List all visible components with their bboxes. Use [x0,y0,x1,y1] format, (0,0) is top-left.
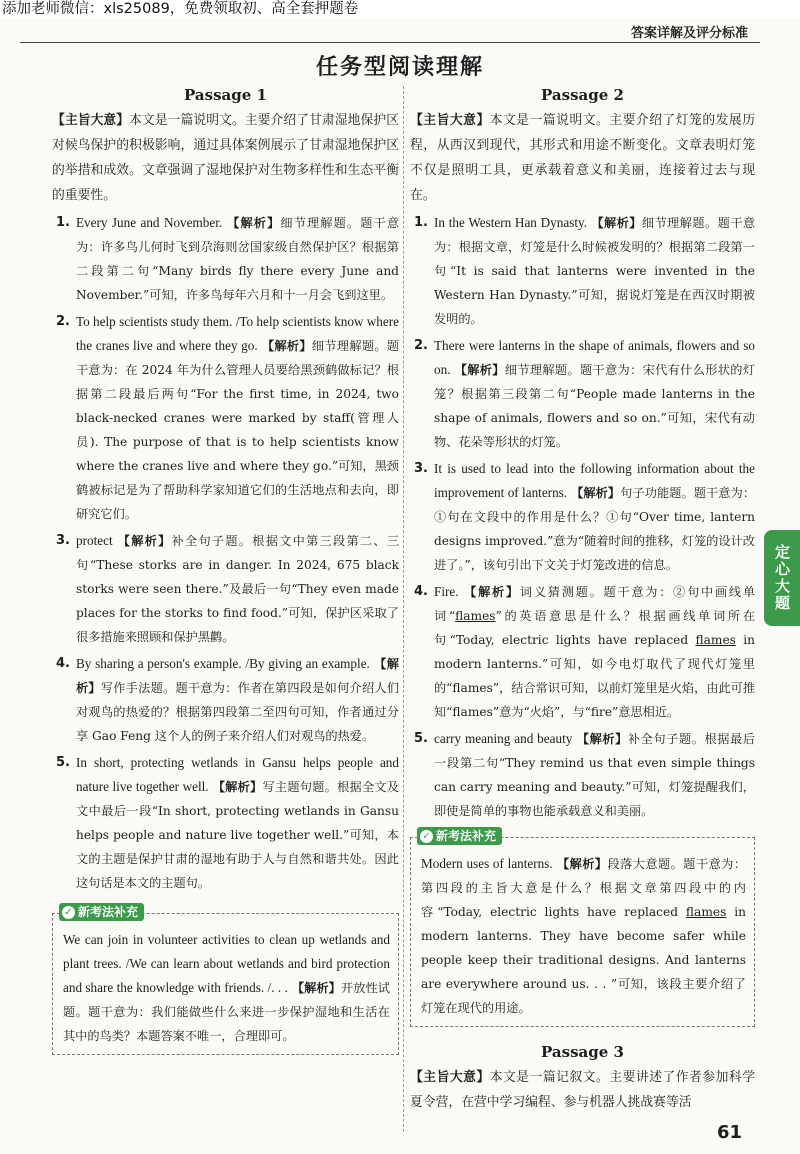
page-number: 61 [716,1122,742,1143]
explain-text: 写主题句题。根据全文及文中最后一段“In short, protecting wetlands in Gansu helps people and nature live together well.”可知，本文的主题是保护甘肃的湿地有助于人与自然和谐共处。因此这句话是本文的主题句。 [76,780,400,890]
question-number: 3. [414,461,428,476]
p2-question-4 [410,580,755,724]
answer-text: protect [76,533,113,548]
question-number: 1. [414,215,428,230]
underlined-word: flames [695,633,736,647]
explain-tag: 【解析】 [117,534,172,548]
explain-text: 细节理解题。题干意为：许多鸟儿何时飞到尕海则岔国家级自然保护区？根据第二段第二句“Many birds fly there every June and November.”可知，许多鸟每年六月和十一月会飞到这里。 [76,216,400,302]
answer-text: carry meaning and beauty [434,731,573,746]
summary-tag: 【主旨大意】 [52,113,130,128]
answer-text: In the Western Han Dynasty. [434,215,588,230]
explain-tag: 【解析】 [454,363,505,377]
question-number: 3. [56,533,70,548]
passage1-heading: Passage 1 [184,86,267,104]
answer-text: We can join in volunteer activities to clean up wetlands and plant trees. /We can learn about wetlands and bird protection and share the knowledge with friends. /. . . [63,932,390,995]
header-title: 答案详解及评分标准 [630,26,748,41]
new-method-badge [59,903,144,921]
answer-text: Modern uses of lanterns. [421,856,553,871]
summary-tag: 【主旨大意】 [410,113,490,128]
p2-question-5 [410,727,755,823]
explain-text: 细节理解题。题干意为：在 2024 年为什么管理人员要给黑颈鹤做标记？根据第二段最后两句“For the first time, in 2024, two black-necked cranes were marked by staff(管理人员). The purpose of that is to help scientists know where the cranes live and where they go.”可知，黑颈鹤被标记是为了帮助科学家知道它们的生活地点和去向，即研究它们。 [76,339,400,521]
explain-tag: 【解析】 [261,339,312,353]
answer-text: There were lanterns in the shape of animals, flowers and so on. [434,338,755,377]
check-icon: ✓ [62,906,75,919]
underlined-word: flames [685,905,727,919]
new-method-badge [417,827,502,845]
passage3-summary [410,1065,755,1115]
explain-text: 段落大意题。题干意为：第四段的主旨大意是什么？根据文章第四段中的内容“Today, electric lights have replaced [421,857,747,919]
explain-text: in modern lanterns. They have become safer while people keep their traditional designs. And lanterns are everywhere around us. . . ”可知，该段主要介绍了灯笼在现代的用途。 [421,905,746,1015]
summary-text: 本文是一篇说明文。主要介绍了灯笼的发展历程，从西汉到现代，其形式和用途不断变化。文章表明灯笼不仅是照明工具，更承载着意义和美丽，连接着过去与现在。 [410,113,756,203]
answer-text: In short, protecting wetlands in Gansu helps people and nature live together well. [76,755,399,794]
question-number: 1. [56,215,70,230]
summary-tag: 【主旨大意】 [410,1070,490,1085]
explain-tag: 【解析】 [557,857,608,871]
explain-text: 词义猜测题。题干意为：②句中画线单词“ [434,585,756,623]
p2-question-3 [410,457,755,577]
explain-text: 开放性试题。题干意为：我们能做些什么来进一步保护湿地和生活在其中的鸟类？本题答案不唯一，合理即可。 [63,981,390,1043]
watermark-text: 添加老师微信：xls25089，免费领取初、高全套押题卷 [0,0,800,18]
p2-question-1 [410,211,755,331]
answer-text: To help scientists study them. /To help scientists know where the cranes live and where they go. [76,314,399,353]
explain-tag: 【解析】 [464,585,520,599]
question-number: 2. [414,338,428,353]
passage1-summary [52,108,399,208]
summary-text: 本文是一篇记叙文。主要讲述了作者参加科学夏令营，在营中学习编程、参与机器人挑战赛等活 [410,1070,756,1110]
p1-question-5 [52,751,399,895]
explain-tag: 【解析】 [571,486,621,500]
passage3-heading: Passage 3 [541,1043,624,1061]
explain-text: 补全句子题。根据最后一段第二句“They remind us that even simple things can carry meaning and beauty.”可知，灯笼提醒我们，即使是简单的事物也能承载意义和美丽。 [434,732,756,818]
explain-tag: 【解析】 [227,216,281,230]
section-side-tab: 定心大题 [764,530,800,626]
question-number: 4. [56,656,70,671]
badge-label: 新考法补充 [78,905,139,919]
explain-text: 补全句子题。根据文中第三段第二、三句“These storks are in danger. In 2024, 675 black storks were seen there.”及最后一句“They even made places for the storks to find food.”可知，保护区采取了很多措施来照顾和保护黑鹳。 [76,534,400,644]
answer-text: By sharing a person's example. /By giving an example. [76,656,370,671]
p1-question-3 [52,529,399,649]
explain-text: in modern lanterns.”可知，如今电灯取代了现代灯笼里的“flames”，结合常识可知，以前灯笼里是火焰，由此可推知“flames”意为“火焰”，与“fire”意思相近。 [434,633,756,719]
answer-text: It is used to lead into the following information about the improvement of lanterns. [434,461,755,500]
summary-text: 本文是一篇说明文。主要介绍了甘肃湿地保护区对候鸟保护的积极影响，通过具体案例展示了甘肃湿地保护区的举措和成效。文章强调了湿地保护对生物多样性和生态平衡的重要性。 [52,113,400,203]
column-divider [403,86,404,1132]
p1-question-4 [52,652,399,748]
p2-question-2 [410,334,755,454]
p1-question-1 [52,211,399,307]
explain-tag: 【解析】 [212,780,263,794]
passage2-summary [410,108,755,208]
passage2-heading: Passage 2 [541,86,624,104]
explain-tag: 【解析】 [291,981,341,995]
p2-extra-box [410,829,755,1027]
explain-text: 细节理解题。题干意为：宋代有什么形状的灯笼？根据第三段第二句“People made lanterns in the shape of animals, flowers and so on.”可知，宋代有动物、花朵等形状的灯笼。 [434,363,756,449]
explain-text: 细节理解题。题干意为：根据文章，灯笼是什么时候被发明的？根据第二段第一句“It is said that lanterns were invented in the Western Han Dynasty.”可知，据说灯笼是在西汉时期被发明的。 [434,216,756,326]
header-divider [20,42,760,43]
p1-question-2 [52,310,399,526]
explain-tag: 【解析】 [576,732,628,746]
answer-text: Fire. [434,584,459,599]
explain-text: ”的英语意思是什么？根据画线单词所在句“Today, electric lights have replaced [434,609,756,647]
check-icon: ✓ [420,830,433,843]
page-title: 任务型阅读理解 [315,55,484,80]
explain-tag: 【解析】 [591,216,642,230]
question-number: 5. [56,755,70,770]
right-column [410,84,755,1115]
answer-text: Every June and November. [76,215,223,230]
question-number: 2. [56,314,70,329]
badge-label: 新考法补充 [436,829,497,843]
question-number: 5. [414,731,428,746]
explain-tag: 【解析】 [76,657,399,695]
explain-text: 写作手法题。题干意为：作者在第四段是如何介绍人们对观鸟的热爱的？根据第四段第二至四句可知，作者通过分享 Gao Feng 这个人的例子来介绍人们对观鸟的热爱。 [76,681,400,743]
underlined-word: flames [455,609,496,623]
question-number: 4. [414,584,428,599]
left-column [52,84,399,1055]
p1-extra-box [52,905,399,1055]
explain-text: 句子功能题。题干意为：①句在文段中的作用是什么？①句“Over time, lantern designs improved.”意为“随着时间的推移，灯笼的设计改进了。”，该句引出下文关于灯笼改进的信息。 [434,486,756,572]
